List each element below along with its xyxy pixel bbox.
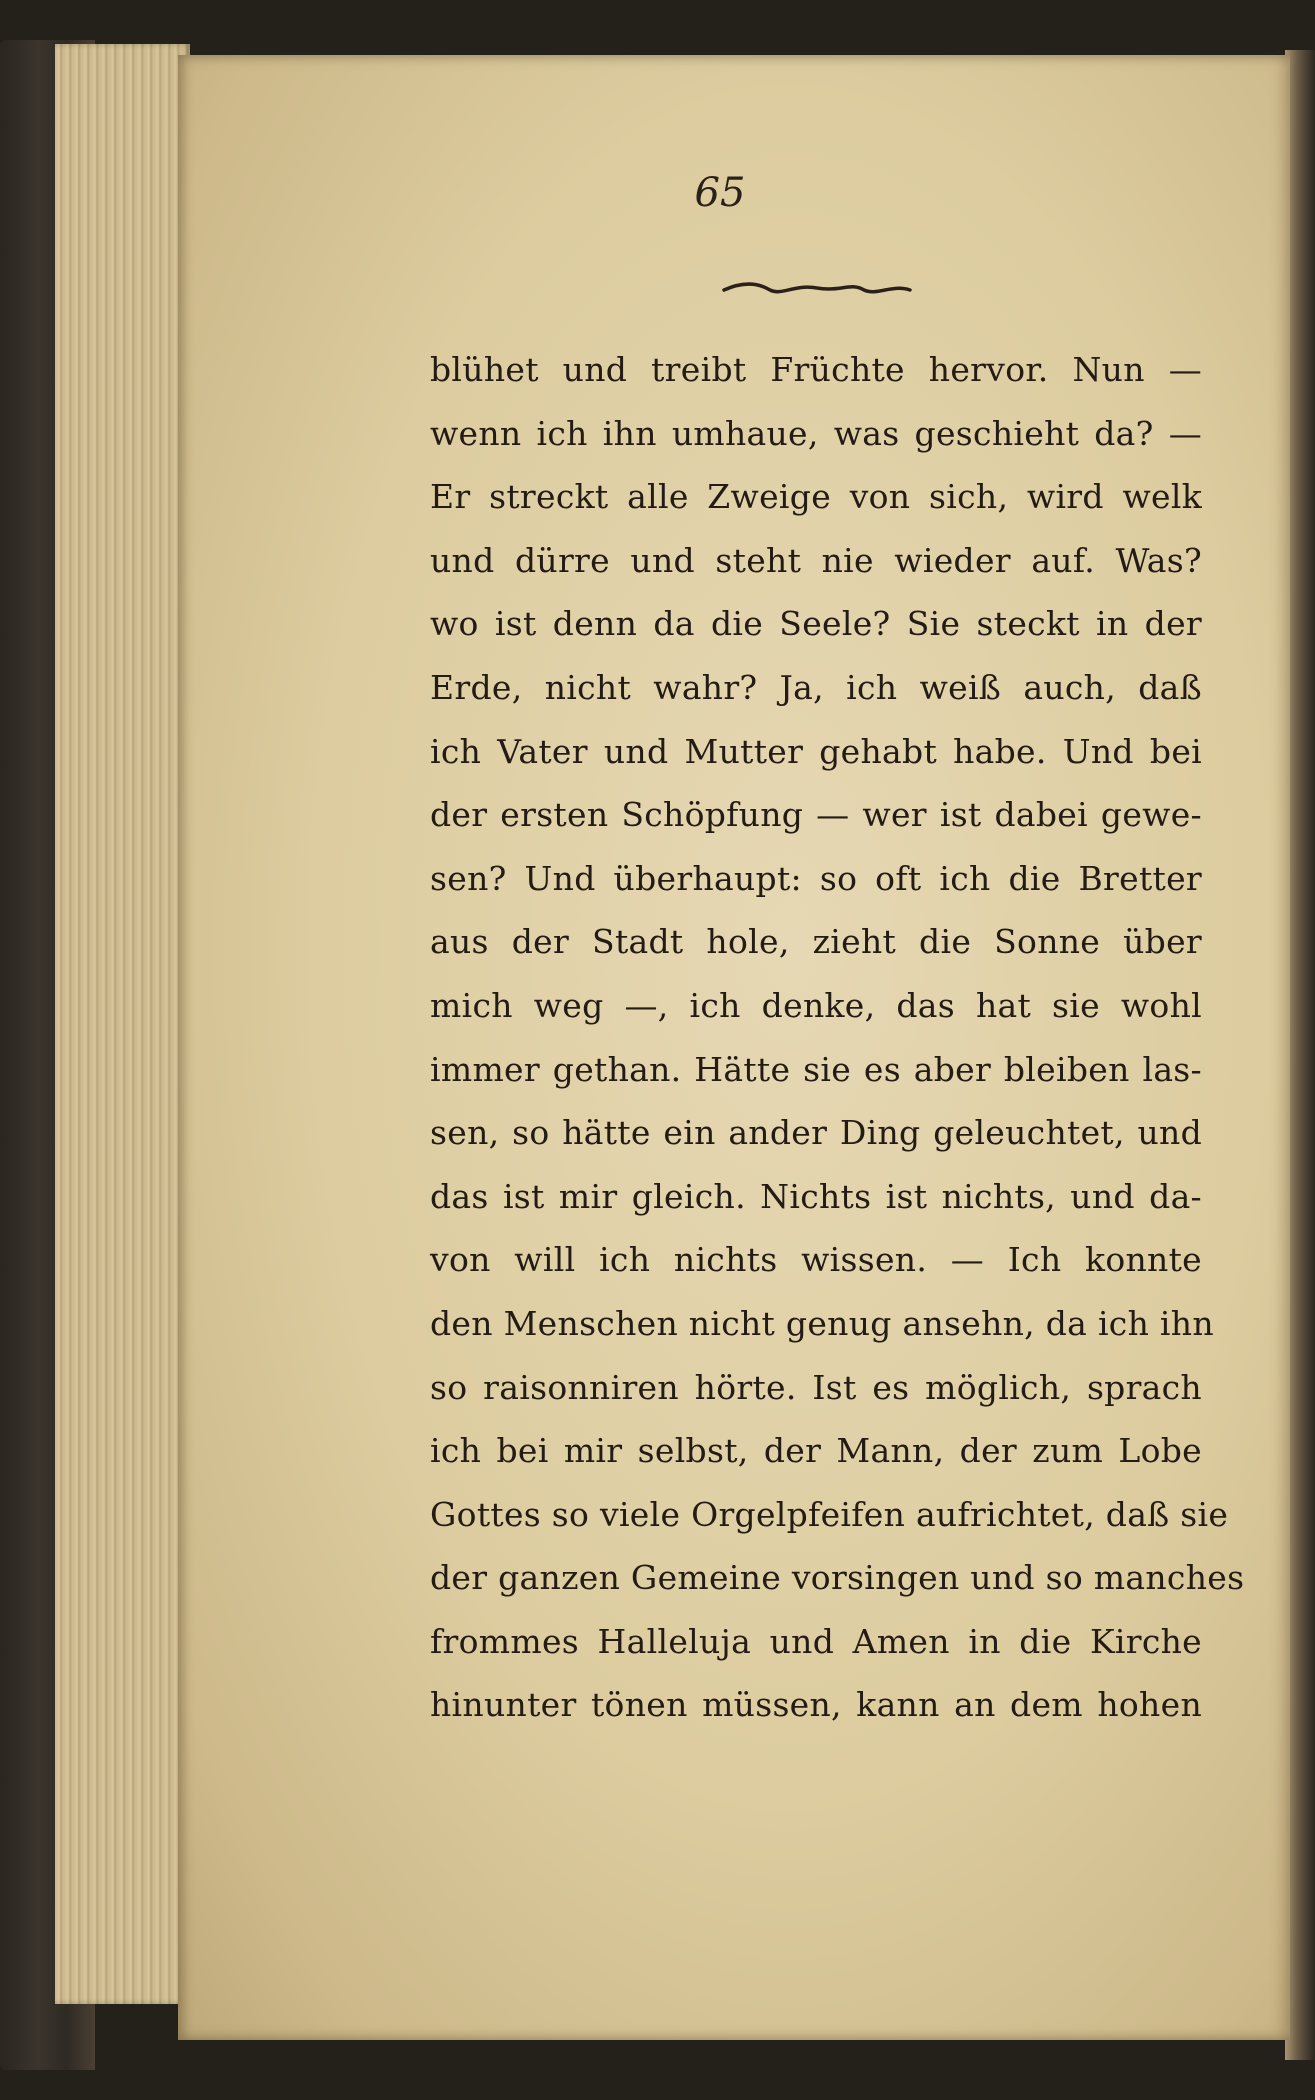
text-line: wo ist denn da die Seele? Sie steckt in der [430, 604, 1202, 644]
text-line: der ganzen Gemeine vorsingen und so manches [430, 1558, 1245, 1598]
text-line: Gottes so viele Orgelpfeifen aufrichtet, daß sie [430, 1494, 1229, 1534]
text-line: Er streckt alle Zweige von sich, wird welk [430, 477, 1202, 517]
text-line: aus der Stadt hole, zieht die Sonne über [430, 922, 1202, 962]
text-line: mich weg —, ich denke, das hat sie wohl [430, 985, 1202, 1025]
text-line: so raisonniren hörte. Ist es möglich, sprach [430, 1367, 1202, 1407]
body-text [430, 338, 1245, 1737]
text-line: Erde, nicht wahr? Ja, ich weiß auch, daß [430, 667, 1202, 707]
text-line: immer gethan. Hätte sie es aber bleiben las- [430, 1049, 1202, 1089]
text-line: blühet und treibt Früchte hervor. Nun — [430, 350, 1202, 389]
text-line: wenn ich ihn umhaue, was geschieht da? — [430, 413, 1202, 453]
text-line: sen, so hätte ein ander Ding geleuchtet, und [430, 1113, 1202, 1153]
text-line: sen? Und überhaupt: so oft ich die Bretter [430, 858, 1202, 898]
text-line: frommes Halleluja und Amen in die Kirche [430, 1621, 1202, 1661]
text-line: ich Vater und Mutter gehabt habe. Und bei [430, 731, 1202, 771]
page-edges [55, 44, 190, 2004]
text-line: das ist mir gleich. Nichts ist nichts, und da- [430, 1176, 1202, 1216]
text-line: der ersten Schöpfung — wer ist dabei gewe- [430, 795, 1202, 835]
text-line: den Menschen nicht genug ansehn, da ich ihn [430, 1303, 1214, 1343]
page-number: 65 [694, 170, 746, 216]
text-line: hinunter tönen müssen, kann an dem hohen [430, 1685, 1202, 1725]
text-line: ich bei mir selbst, der Mann, der zum Lobe [430, 1431, 1202, 1471]
text-line: von will ich nichts wissen. — Ich konnte [430, 1240, 1202, 1280]
ornament-rule [722, 278, 912, 298]
text-line: und dürre und steht nie wieder auf. Was? [430, 540, 1202, 580]
